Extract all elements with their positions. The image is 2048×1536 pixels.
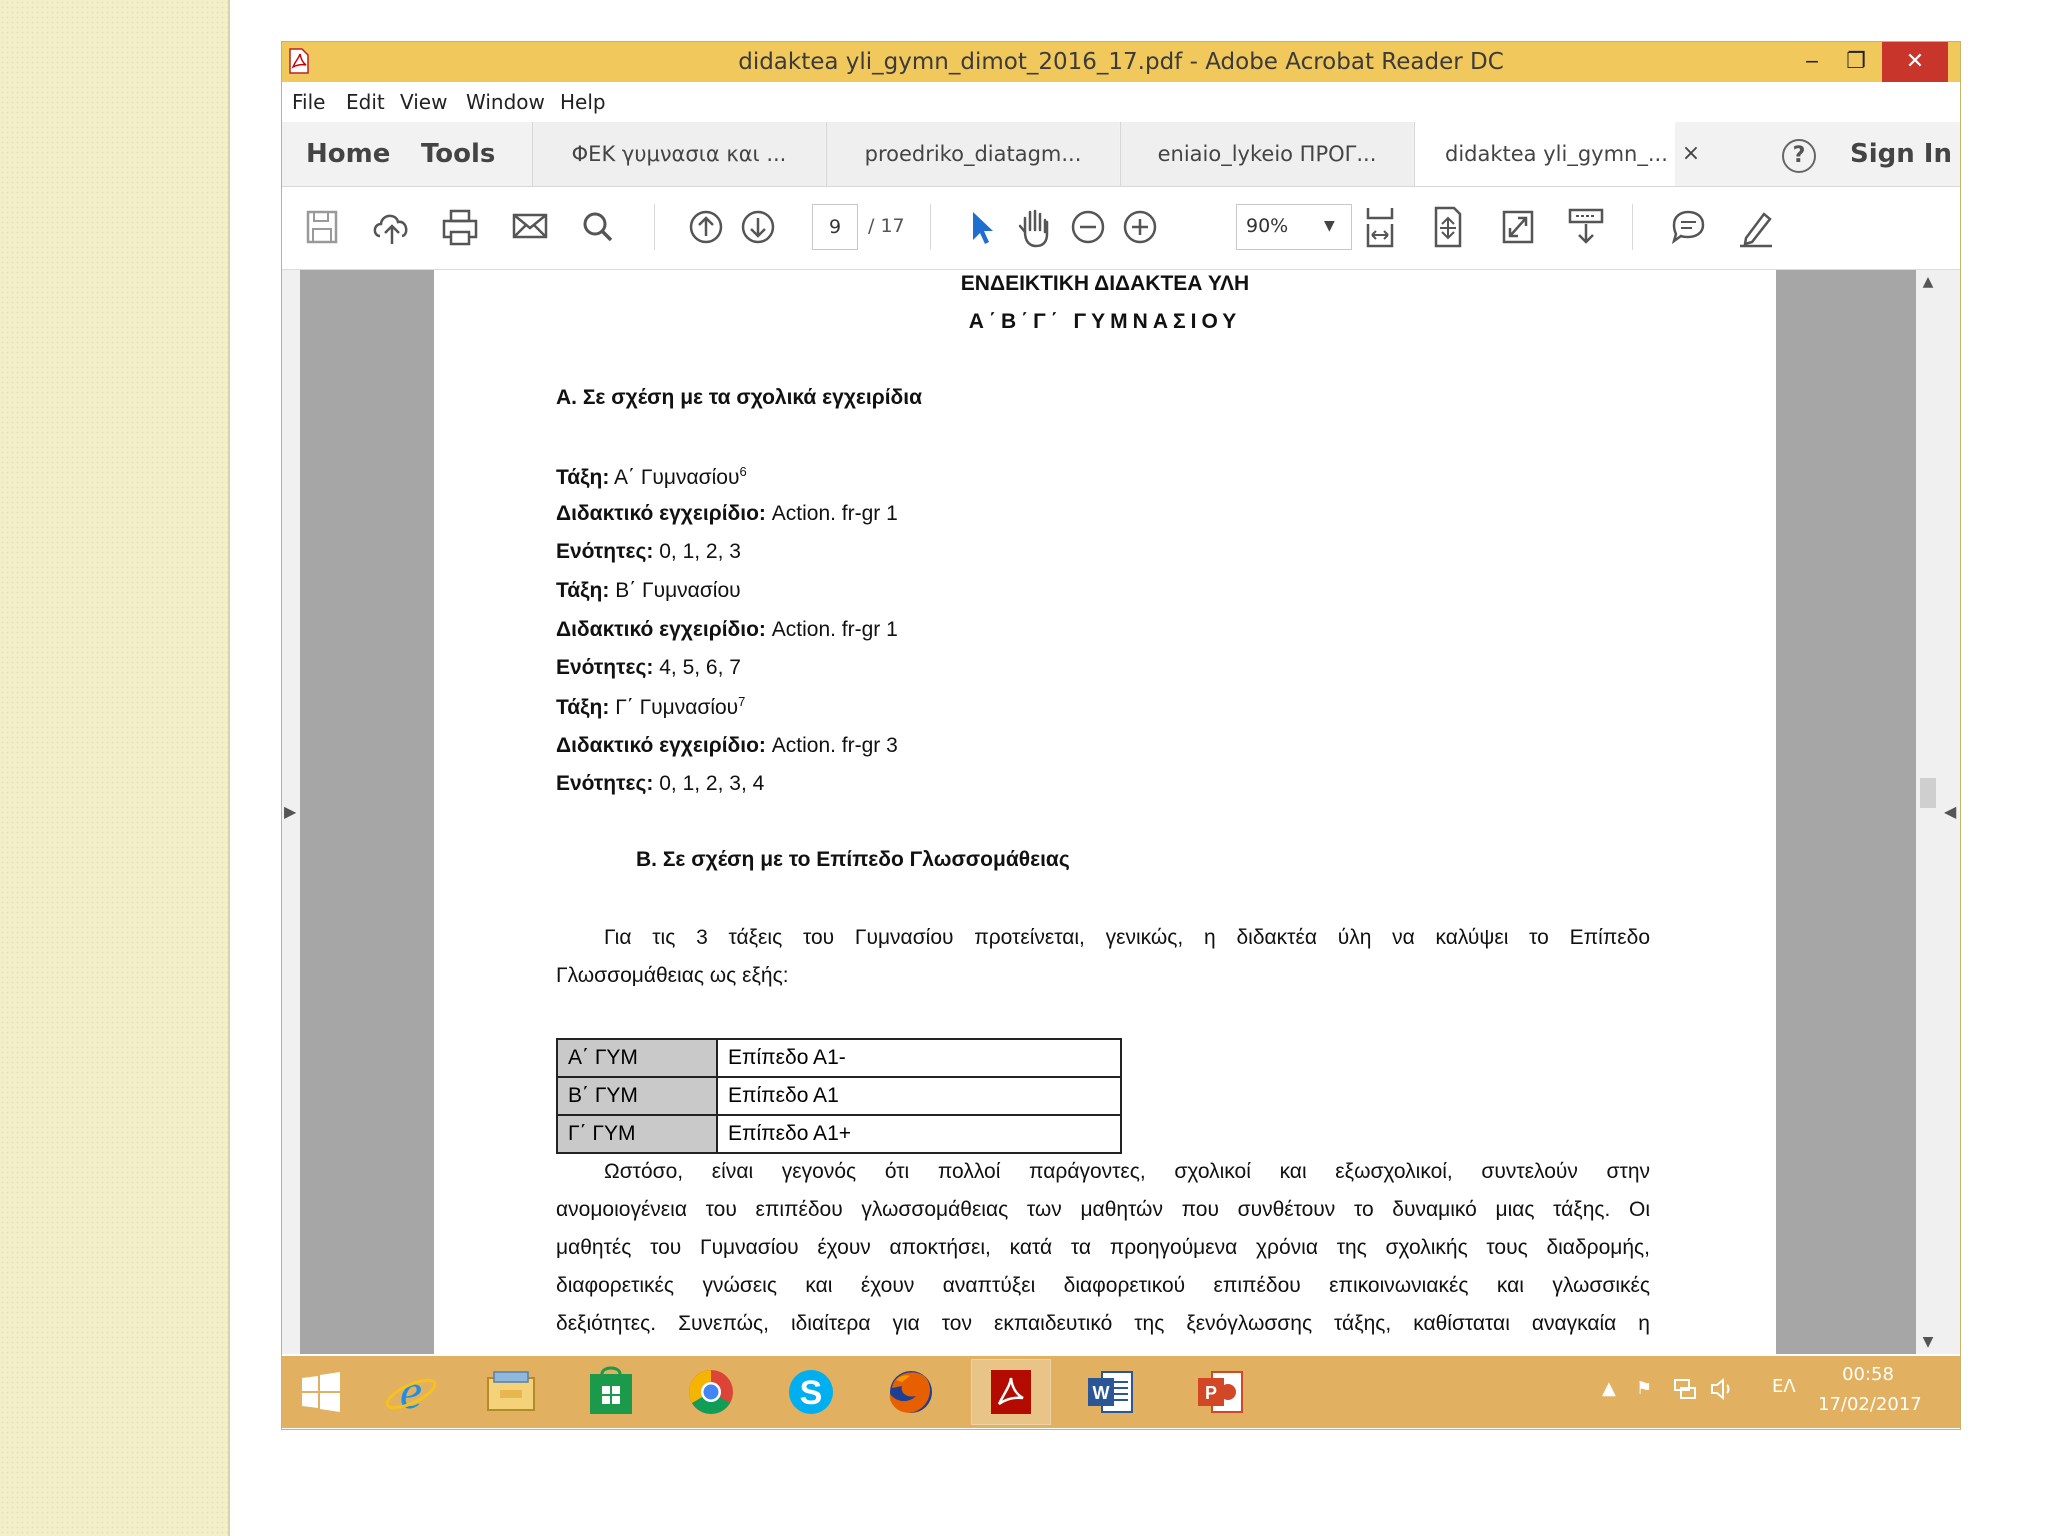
- sign-pen-icon[interactable]: [1734, 202, 1778, 252]
- class-b-value: Β΄ Γυμνασίου: [609, 579, 741, 602]
- scroll-mode-icon[interactable]: [1426, 202, 1470, 252]
- para2-line-4: διαφορετικές γνώσεις και έχουν αναπτύξει διαφορετικού επιπέδου επικοινωνιακές και γλωσσικές: [556, 1274, 1650, 1297]
- scrollbar-thumb[interactable]: [1920, 778, 1936, 808]
- home-tab[interactable]: Home: [306, 139, 391, 169]
- slide-left-band: [0, 0, 228, 1536]
- chevron-down-icon: ▼: [1324, 218, 1335, 234]
- zoom-in-icon[interactable]: [1118, 202, 1162, 252]
- print-icon[interactable]: [438, 202, 482, 252]
- tools-tab[interactable]: Tools: [421, 139, 496, 169]
- doc-tab-1[interactable]: ΦΕΚ γυμνασια και ...: [532, 122, 825, 186]
- sign-in-button[interactable]: Sign In: [1850, 139, 1952, 169]
- network-icon[interactable]: [1672, 1376, 1698, 1402]
- expand-right-pane-icon[interactable]: ◀: [1944, 802, 1957, 821]
- book-a-value: Action. fr-gr 1: [765, 502, 898, 525]
- footnote-ref-7[interactable]: 7: [738, 694, 746, 709]
- para2-line-3: μαθητές του Γυμνασίου έχουν αποκτήσει, κατά τα προηγούμενα χρόνια της σχολικής τους διαδρομής,: [556, 1236, 1650, 1259]
- toolbar-separator: [1632, 204, 1633, 250]
- acrobat-icon[interactable]: [972, 1360, 1050, 1424]
- book-label: Διδακτικό εγχειρίδιο:: [556, 502, 766, 525]
- table-row: [557, 1077, 1121, 1115]
- toolbar-separator: [654, 204, 655, 250]
- zoom-value: 90%: [1246, 215, 1289, 237]
- table-cell-class: Γ΄ ΓΥΜ: [557, 1115, 717, 1153]
- class-label: Τάξη:: [556, 466, 610, 489]
- maximize-button[interactable]: ❐: [1846, 49, 1866, 74]
- comment-icon[interactable]: [1666, 202, 1710, 252]
- prev-page-icon[interactable]: [684, 202, 728, 252]
- svg-text:P: P: [1204, 1383, 1218, 1403]
- upload-icon[interactable]: [370, 202, 414, 252]
- internet-explorer-icon[interactable]: [372, 1360, 450, 1424]
- menu-window[interactable]: Window: [466, 90, 545, 114]
- units-label: Ενότητες:: [556, 772, 654, 795]
- menu-file[interactable]: File: [292, 90, 326, 114]
- tray-expand-icon[interactable]: ▲: [1602, 1378, 1616, 1399]
- page-number-input[interactable]: 9: [812, 204, 858, 250]
- powerpoint-icon[interactable]: [1182, 1360, 1260, 1424]
- hand-icon[interactable]: [1012, 202, 1056, 252]
- email-icon[interactable]: [508, 202, 552, 252]
- zoom-out-icon[interactable]: [1066, 202, 1110, 252]
- book-a-line: [556, 502, 898, 526]
- page-total: / 17: [868, 215, 905, 237]
- scroll-up-icon[interactable]: ▲: [1922, 274, 1934, 290]
- clock-date[interactable]: 17/02/2017: [1818, 1394, 1922, 1415]
- language-indicator[interactable]: ΕΛ: [1772, 1376, 1796, 1397]
- para1-line-1: Για τις 3 τάξεις του Γυμνασίου προτείνεται, γενικώς, η διδακτέα ύλη να καλύψει το Επίπεδο: [604, 926, 1650, 949]
- pdf-page[interactable]: [434, 270, 1776, 1354]
- units-a-line: [556, 540, 741, 564]
- close-button[interactable]: ✕: [1882, 42, 1948, 82]
- doc-heading-2: Α΄Β΄Γ΄ ΓΥΜΝΑΣΙΟΥ: [968, 310, 1242, 333]
- units-b-value: 4, 5, 6, 7: [653, 656, 741, 679]
- menu-edit[interactable]: Edit: [346, 90, 385, 114]
- help-icon[interactable]: ?: [1782, 139, 1816, 173]
- book-b-value: Action. fr-gr 1: [765, 618, 898, 641]
- units-label: Ενότητες:: [556, 540, 654, 563]
- class-b-line: [556, 579, 741, 603]
- toolbar-separator: [930, 204, 931, 250]
- clock-time[interactable]: 00:58: [1842, 1364, 1894, 1385]
- footnote-ref-6[interactable]: 6: [739, 464, 747, 479]
- para2-line-1: Ωστόσο, είναι γεγονός ότι πολλοί παράγοντες, σχολικοί και εξωσχολικοί, συντελούν στην: [604, 1160, 1650, 1183]
- book-c-line: [556, 734, 898, 758]
- doc-tab-active[interactable]: didaktea yli_gymn_...: [1414, 122, 1675, 186]
- table-cell-level: Επίπεδο Α1: [717, 1077, 1121, 1115]
- class-c-value: Γ΄ Γυμνασίου: [609, 696, 739, 719]
- chrome-icon[interactable]: [672, 1360, 750, 1424]
- firefox-icon[interactable]: [872, 1360, 950, 1424]
- table-row: [557, 1115, 1121, 1153]
- tab-close-icon[interactable]: ×: [1681, 141, 1701, 166]
- section-a-title: Α. Σε σχέση με τα σχολικά εγχειρίδια: [556, 386, 923, 409]
- acrobat-window: [282, 42, 1960, 1429]
- units-c-line: [556, 772, 764, 796]
- full-screen-icon[interactable]: [1496, 202, 1540, 252]
- read-mode-icon[interactable]: [1564, 202, 1608, 252]
- table-row: [557, 1039, 1121, 1077]
- svg-text:e: e: [399, 1363, 423, 1419]
- window-title: didaktea yli_gymn_dimot_2016_17.pdf - Adobe Acrobat Reader DC: [738, 49, 1504, 75]
- fit-page-icon[interactable]: [1358, 202, 1402, 252]
- slide-band-edge: [228, 0, 230, 1536]
- doc-tab-2[interactable]: proedriko_diatagm...: [826, 122, 1119, 186]
- table-cell-level: Επίπεδο Α1-: [717, 1039, 1121, 1077]
- menu-help[interactable]: Help: [560, 90, 606, 114]
- next-page-icon[interactable]: [736, 202, 780, 252]
- book-b-line: [556, 618, 898, 642]
- doc-heading-1: ΕΝΔΕΙΚΤΙΚΗ ΔΙΔΑΚΤΕΑ ΥΛΗ: [960, 272, 1250, 295]
- svg-text:W: W: [1092, 1383, 1110, 1403]
- units-label: Ενότητες:: [556, 656, 654, 679]
- doc-tab-3[interactable]: eniaio_lykeio ΠΡΟΓ...: [1120, 122, 1413, 186]
- volume-icon[interactable]: [1708, 1376, 1734, 1402]
- class-a-value: Α΄ Γυμνασίου: [609, 466, 740, 489]
- select-cursor-icon[interactable]: [958, 202, 1002, 252]
- book-label: Διδακτικό εγχειρίδιο:: [556, 734, 766, 757]
- para2-line-5: δεξιότητες. Συνεπώς, ιδιαίτερα για τον εκπαιδευτικό της ξενόγλωσσης τάξης, καθίσταται αναγκαία η: [556, 1312, 1650, 1335]
- expand-left-pane-icon[interactable]: ▶: [284, 802, 297, 821]
- svg-text:S: S: [799, 1374, 823, 1412]
- para1-line-2: Γλωσσομάθειας ως εξής:: [556, 964, 789, 987]
- menu-view[interactable]: View: [400, 90, 448, 114]
- class-label: Τάξη:: [556, 579, 610, 602]
- units-b-line: [556, 656, 741, 680]
- vertical-scrollbar[interactable]: [1916, 270, 1940, 1354]
- skype-icon[interactable]: [772, 1360, 850, 1424]
- book-c-value: Action. fr-gr 3: [765, 734, 898, 757]
- class-label: Τάξη:: [556, 696, 610, 719]
- store-icon[interactable]: [572, 1360, 650, 1424]
- para2-line-2: ανομοιογένεια του επιπέδου γλωσσομάθειας των μαθητών που συνθέτουν το δυναμικό μιας τάξης. Οι: [556, 1198, 1650, 1221]
- units-c-value: 0, 1, 2, 3, 4: [653, 772, 765, 795]
- word-icon[interactable]: [1072, 1360, 1150, 1424]
- book-label: Διδακτικό εγχειρίδιο:: [556, 618, 766, 641]
- scroll-down-icon[interactable]: ▼: [1922, 1334, 1934, 1350]
- save-icon[interactable]: [300, 202, 344, 252]
- action-center-flag-icon[interactable]: ⚑: [1636, 1378, 1653, 1399]
- minimize-button[interactable]: ‒: [1805, 49, 1819, 74]
- class-a-line: [556, 464, 747, 490]
- table-cell-class: Β΄ ΓΥΜ: [557, 1077, 717, 1115]
- start-icon[interactable]: [282, 1360, 360, 1424]
- search-icon[interactable]: [576, 202, 620, 252]
- units-a-value: 0, 1, 2, 3: [653, 540, 741, 563]
- table-cell-class: Α΄ ΓΥΜ: [557, 1039, 717, 1077]
- section-b-title: Β. Σε σχέση με το Επίπεδο Γλωσσομάθειας: [636, 848, 1070, 871]
- table-cell-level: Επίπεδο Α1+: [717, 1115, 1121, 1153]
- class-c-line: [556, 694, 745, 720]
- language-level-table: [556, 1038, 1122, 1154]
- file-explorer-icon[interactable]: [472, 1360, 550, 1424]
